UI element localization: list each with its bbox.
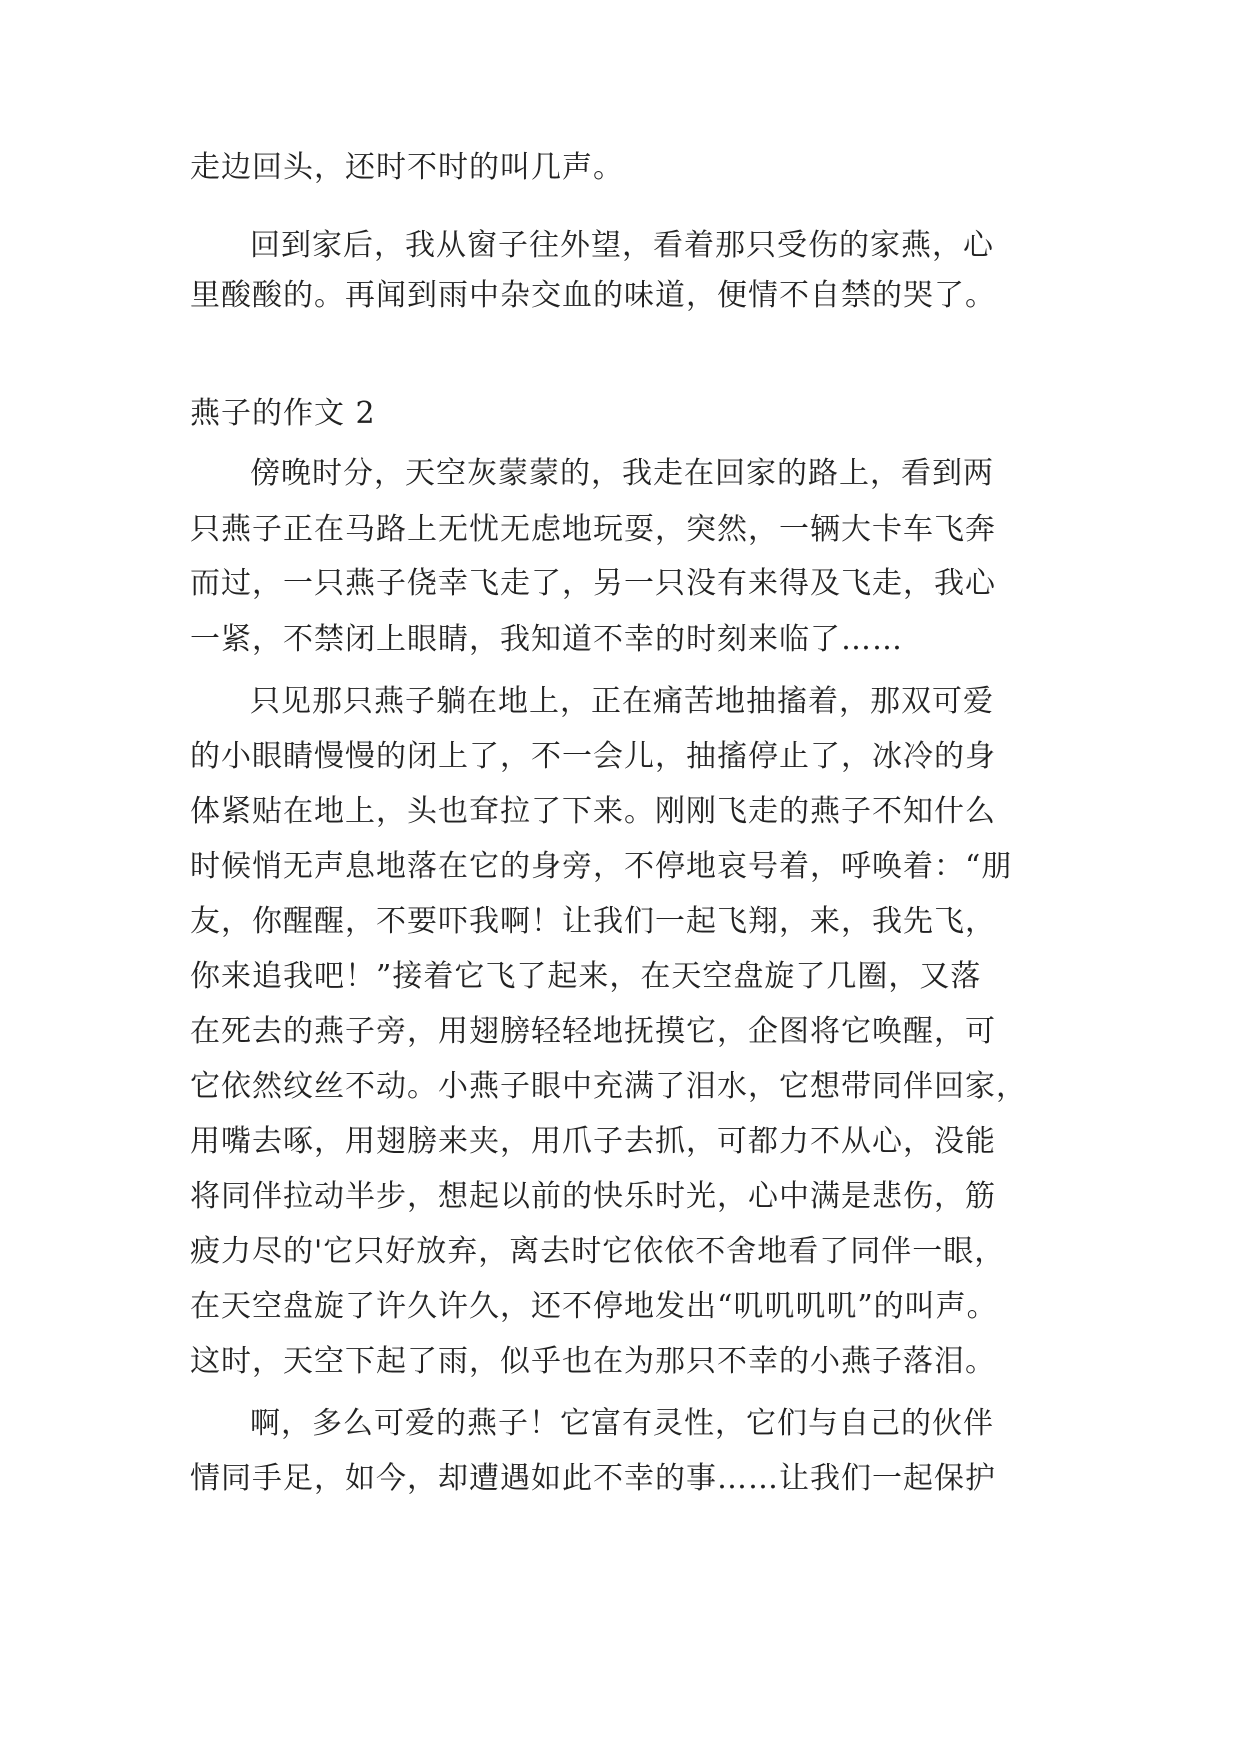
- text-line: 的小眼睛慢慢的闭上了，不一会儿，抽搐停止了，冰冷的身: [190, 739, 996, 774]
- text-line: 你来追我吧！”接着它飞了起来，在天空盘旋了几圈，又落: [190, 959, 982, 994]
- text-line: 在死去的燕子旁，用翅膀轻轻地抚摸它，企图将它唤醒，可: [190, 1014, 996, 1049]
- text-line: 将同伴拉动半步，想起以前的快乐时光，心中满是悲伤，筋: [190, 1179, 996, 1214]
- text-line: 只燕子正在马路上无忧无虑地玩耍，突然，一辆大卡车飞奔: [190, 512, 996, 547]
- text-line: 它依然纹丝不动。小燕子眼中充满了泪水，它想带同伴回家，: [190, 1069, 1027, 1104]
- paragraph-first-line: 回到家后，我从窗子往外望，看着那只受伤的家燕，心: [250, 228, 994, 263]
- text-line: 而过，一只燕子侥幸飞走了，另一只没有来得及飞走，我心: [190, 566, 996, 601]
- text-line: 走边回头，还时不时的叫几声。: [190, 150, 624, 185]
- paragraph-first-line: 啊，多么可爱的燕子！它富有灵性，它们与自己的伙伴: [250, 1406, 994, 1441]
- text-line: 情同手足，如今，却遭遇如此不幸的事……让我们一起保护: [190, 1461, 996, 1496]
- paragraph-first-line: 傍晚时分，天空灰蒙蒙的，我走在回家的路上，看到两: [250, 456, 994, 491]
- paragraph-first-line: 只见那只燕子躺在地上，正在痛苦地抽搐着，那双可爱: [250, 684, 994, 719]
- text-line: 这时，天空下起了雨，似乎也在为那只不幸的小燕子落泪。: [190, 1344, 996, 1379]
- text-line: 在天空盘旋了许久许久，还不停地发出“叽叽叽叽”的叫声。: [190, 1289, 998, 1324]
- text-line: 一紧，不禁闭上眼睛，我知道不幸的时刻来临了……: [190, 622, 903, 657]
- section-title: 燕子的作文 2: [190, 396, 376, 431]
- text-line: 友，你醒醒，不要吓我啊！让我们一起飞翔，来，我先飞，: [190, 904, 996, 939]
- text-line: 里酸酸的。再闻到雨中杂交血的味道，便情不自禁的哭了。: [190, 278, 996, 313]
- text-line: 用嘴去啄，用翅膀来夹，用爪子去抓，可都力不从心，没能: [190, 1124, 996, 1159]
- text-line: 疲力尽的'它只好放弃，离去时它依依不舍地看了同伴一眼，: [190, 1234, 1006, 1269]
- text-line: 时候悄无声息地落在它的身旁，不停地哀号着，呼唤着：“朋: [190, 849, 1013, 884]
- text-line: 体紧贴在地上，头也耷拉了下来。刚刚飞走的燕子不知什么: [190, 794, 996, 829]
